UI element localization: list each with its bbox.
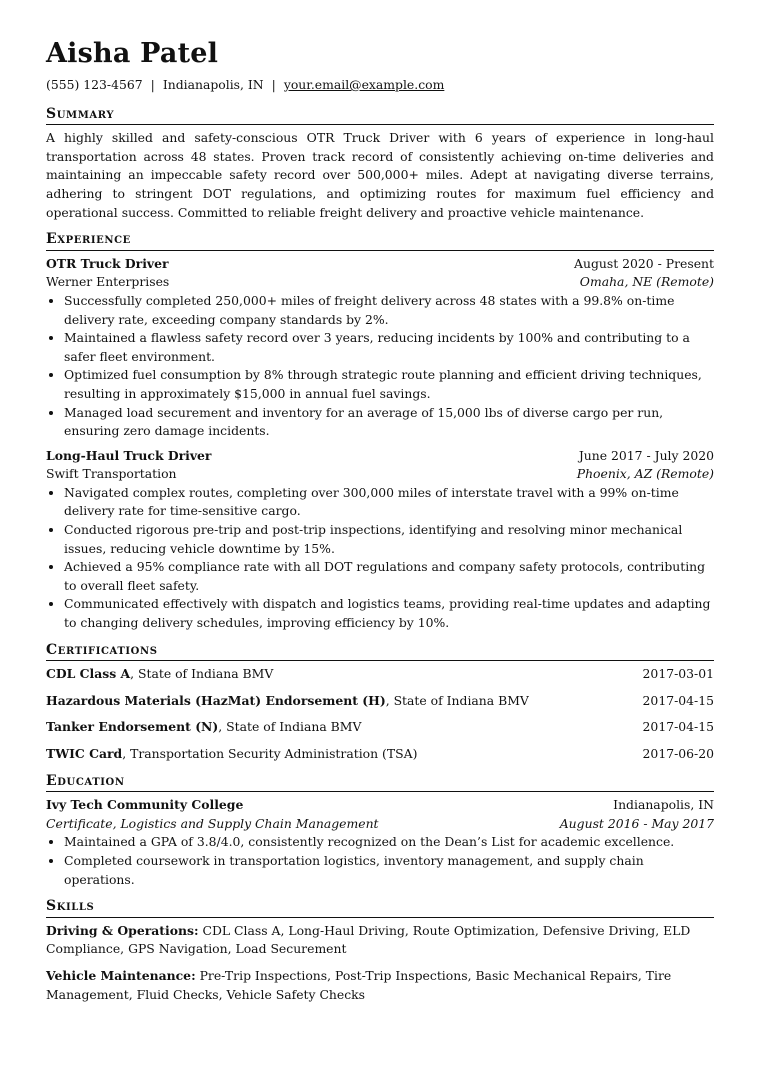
section-heading: Summary — [46, 105, 714, 126]
job-bullets — [46, 292, 714, 441]
job-location: Omaha, NE (Remote) — [579, 274, 714, 290]
job-dates: June 2017 - July 2020 — [578, 447, 714, 463]
job-location: Phoenix, AZ (Remote) — [576, 466, 714, 482]
job-dates: August 2020 - Present — [574, 255, 714, 271]
contact-separator: | — [271, 77, 276, 92]
job-title: OTR Truck Driver — [46, 255, 169, 271]
skill-group-label: Vehicle Maintenance: — [46, 967, 196, 983]
list-item: • Completed coursework in transportation logistics, inventory management, and supply chain operations. — [64, 852, 714, 889]
skills-section — [46, 897, 714, 1004]
certification-row — [46, 745, 714, 764]
list-item: • Maintained a flawless safety record over 3 years, reducing incidents by 100% and contributing to a safer fleet environment. — [64, 329, 714, 366]
skill-group-label: Driving & Operations: — [46, 922, 199, 938]
list-item: • Navigated complex routes, completing over 300,000 miles of interstate travel with a 99% on-time delivery rate for time-sensitive cargo. — [64, 484, 714, 521]
company-name: Werner Enterprises — [46, 274, 170, 290]
resume-header — [46, 38, 714, 95]
skill-group — [46, 922, 714, 959]
list-item: • Achieved a 95% compliance rate with all DOT regulations and company safety protocols, contributing to overall fleet safety. — [64, 558, 714, 595]
summary-text: A highly skilled and safety-conscious OTR Truck Driver with 6 years of experience in long-haul transportation across 48 states. Proven track record of consistently achieving on-time deliveries and maintaining an impeccable safety record over 500,000+ miles. Adept at navigating diverse terrains, adhering to stringent DOT regulations, and optimizing routes for maximum fuel efficiency and operational success. Committed to reliable freight delivery and proactive vehicle maintenance. — [46, 130, 714, 220]
education-section — [46, 772, 714, 890]
education-dates: August 2016 - May 2017 — [559, 815, 714, 831]
section-heading: Certifications — [46, 641, 714, 662]
list-item: • Managed load securement and inventory for an average of 15,000 lbs of diverse cargo per run, ensuring zero damage incidents. — [64, 404, 714, 441]
certification-date: 2017-03-01 — [642, 666, 714, 682]
certification-name: CDL Class A — [46, 666, 131, 682]
location: Indianapolis, IN — [162, 77, 264, 92]
certification-row — [46, 718, 714, 737]
certification-date: 2017-06-20 — [642, 746, 714, 761]
certification-issuer: , Transportation Security Administration (TSA) — [122, 746, 418, 761]
certification-date: 2017-04-15 — [642, 692, 714, 708]
certification-issuer: , State of Indiana BMV — [130, 666, 274, 682]
skill-group — [46, 967, 714, 1004]
certification-issuer: , State of Indiana BMV — [218, 719, 362, 735]
company-name: Swift Transportation — [46, 466, 177, 482]
job-bullets — [46, 484, 714, 633]
skill-group-items: Pre-Trip Inspections, Post-Trip Inspections, Basic Mechanical Repairs, Tire Management, Fluid Checks, Vehicle Safety Checks — [46, 967, 672, 1002]
certification-date: 2017-04-15 — [642, 719, 714, 735]
list-item: • Successfully completed 250,000+ miles of freight delivery across 48 states with a 99.8% on-time delivery rate, exceeding company standards by 2%. — [64, 292, 714, 329]
certification-name: TWIC Card — [46, 746, 123, 761]
list-item: • Communicated effectively with dispatch and logistics teams, providing real-time updates and adapting to changing delivery schedules, improving efficiency by 10%. — [64, 595, 714, 632]
certification-name: Tanker Endorsement (N) — [46, 719, 219, 735]
school-location: Indianapolis, IN — [613, 797, 714, 813]
job-title: Long-Haul Truck Driver — [46, 447, 212, 463]
contact-line — [46, 76, 714, 95]
job-entry — [46, 255, 714, 441]
candidate-name: Aisha Patel — [46, 38, 219, 69]
section-heading: Education — [46, 772, 714, 793]
phone-number: (555) 123-4567 — [46, 77, 143, 92]
email-link[interactable]: your.email@example.com — [283, 77, 445, 92]
certification-name: Hazardous Materials (HazMat) Endorsement (H) — [46, 692, 386, 708]
contact-separator: | — [150, 77, 155, 92]
school-name: Ivy Tech Community College — [46, 797, 244, 813]
section-heading: Skills — [46, 897, 714, 918]
list-item: • Maintained a GPA of 3.8/4.0, consistently recognized on the Dean’s List for academic excellence. — [64, 833, 714, 852]
list-item: • Conducted rigorous pre-trip and post-trip inspections, identifying and resolving minor mechanical issues, reducing vehicle downtime by 15%. — [64, 521, 714, 558]
summary-section — [46, 105, 714, 223]
experience-section — [46, 230, 714, 632]
certification-issuer: , State of Indiana BMV — [385, 692, 529, 708]
certifications-section — [46, 641, 714, 764]
certification-row — [46, 665, 714, 684]
education-bullets — [46, 833, 714, 889]
job-entry — [46, 447, 714, 633]
program-name: Certificate, Logistics and Supply Chain Management — [46, 815, 379, 831]
list-item: • Optimized fuel consumption by 8% through strategic route planning and efficient driving techniques, resulting in approximately $15,000 in annual fuel savings. — [64, 366, 714, 403]
skill-group-items: CDL Class A, Long-Haul Driving, Route Optimization, Defensive Driving, ELD Compliance, GPS Navigation, Load Securement — [46, 922, 691, 957]
section-heading: Experience — [46, 230, 714, 251]
certification-row — [46, 692, 714, 711]
